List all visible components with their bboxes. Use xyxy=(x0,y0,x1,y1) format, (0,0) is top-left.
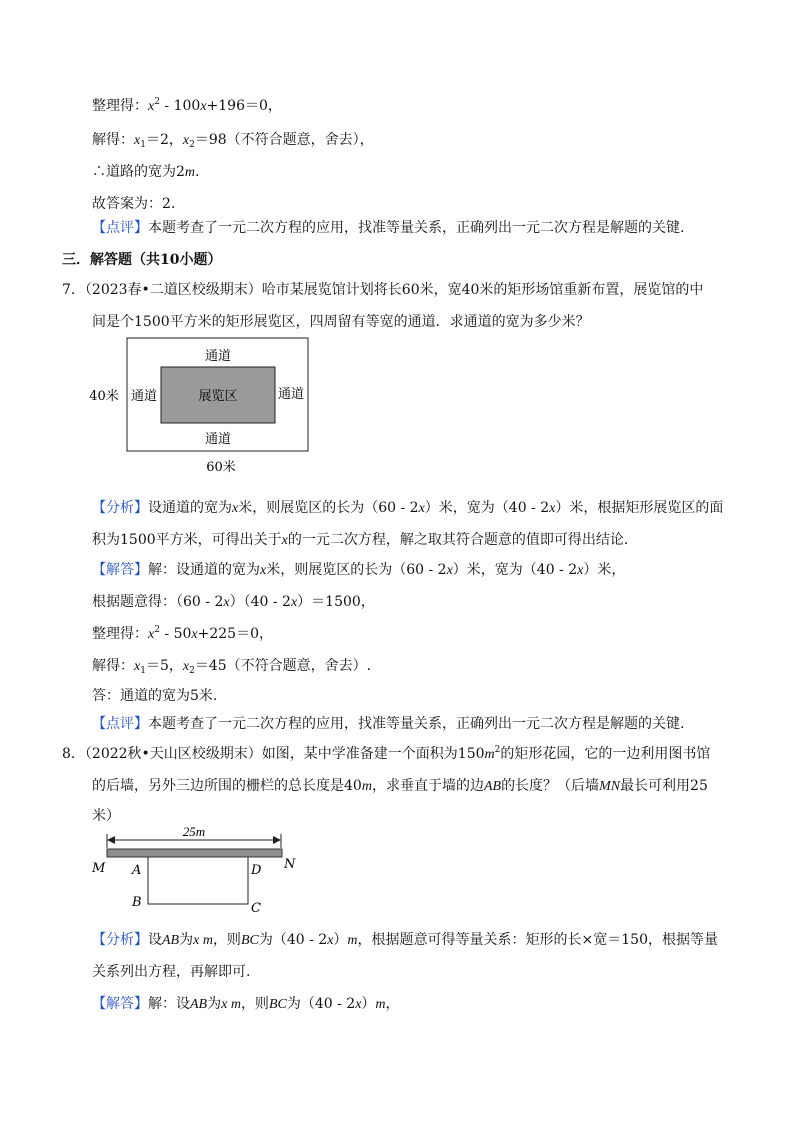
q7-figure xyxy=(80,330,320,480)
q7-analysis-line1: 【分析】设通道的宽为x米，则展览区的长为（60 - 2x）米，宽为（40 - 2x）米，根据矩形展览区的面 xyxy=(92,500,724,516)
library-wall xyxy=(107,849,282,857)
solution-tag: 【解答】 xyxy=(92,562,148,578)
label-A: A xyxy=(132,863,142,878)
analysis-tag: 【分析】 xyxy=(92,932,148,948)
label-exhibition: 展览区 xyxy=(198,389,238,404)
garden-fence xyxy=(148,857,248,904)
label-left-aisle: 通道 xyxy=(130,389,158,404)
q7-text-line2: 间是个1500平方米的矩形展览区，四周留有等宽的通道．求通道的宽为多少米？ xyxy=(92,314,590,330)
label-C: C xyxy=(251,901,261,916)
label-right-aisle: 通道 xyxy=(277,387,305,402)
q7-solution-line2: 根据题意得：（60 - 2x）（40 - 2x）＝1500， xyxy=(92,594,375,610)
q8-text-line1: 8．（2022秋•天山区校级期末）如图，某中学准备建一个面积为$150m^2$的矩形花园，它的一边利用图书馆 xyxy=(62,745,711,762)
q7-comment: 【点评】本题考查了一元二次方程的应用，找准等量关系，正确列出一元二次方程是解题的关键. xyxy=(92,716,685,732)
q7-text-line1: 7．（2023春•二道区校级期末）哈市某展览馆计划将长60米，宽40米的矩形场馆重新布置，展览馆的中 xyxy=(62,282,704,298)
label-width: 40米 xyxy=(89,389,119,404)
analysis-tag: 【分析】 xyxy=(92,500,148,516)
section-heading: 三．解答题（共10小题） xyxy=(62,252,222,268)
comment-line: 【点评】本题考查了一元二次方程的应用，找准等量关系，正确列出一元二次方程是解题的关键. xyxy=(92,220,685,236)
label-M: M xyxy=(92,861,106,876)
label-length: 60米 xyxy=(206,460,236,475)
q8-analysis-line2: 关系列出方程，再解即可. xyxy=(92,964,251,980)
q7-analysis-line2: 积为1500平方米，可得出关于x的一元二次方程，解之取其符合题意的值即可得出结论. xyxy=(92,532,629,548)
equation-line: 整理得：$x^2 - 100x+196=0$， xyxy=(92,97,282,114)
label-D: D xyxy=(251,863,262,878)
answer-line: 故答案为：2. xyxy=(92,196,176,212)
q8-figure xyxy=(80,826,310,918)
q8-solution-line1: 【解答】解：设AB为x m，则BC为（40 - 2x）m， xyxy=(92,996,400,1012)
comment-tag: 【点评】 xyxy=(92,716,148,732)
q7-answer: 答：通道的宽为5米. xyxy=(92,688,218,704)
solution-line: 解得：$x_1=2$，$x_2=98$（不符合题意，舍去）， xyxy=(92,132,374,150)
label-B: B xyxy=(132,895,142,910)
q7-solution-line4: 解得：$x_1=5$，$x_2=45$（不符合题意，舍去）. xyxy=(92,658,372,676)
label-bottom-aisle: 通道 xyxy=(204,432,232,447)
comment-tag: 【点评】 xyxy=(92,220,148,236)
q8-text-line3: 米） xyxy=(92,808,120,824)
q8-analysis-line1: 【分析】设AB为x m，则BC为（40 - 2x）m，根据题意可得等量关系：矩形的长×宽＝150，根据等量 xyxy=(92,932,718,948)
label-top-aisle: 通道 xyxy=(204,349,232,364)
label-N: N xyxy=(284,857,296,872)
q7-solution-line3: 整理得：$x^2 - 50x+225=0$， xyxy=(92,625,273,642)
conclusion-line: ∴道路的宽为2m. xyxy=(92,164,200,180)
label-wall-length: 25m xyxy=(182,826,206,839)
q8-text-line2: 的后墙，另外三边所围的栅栏的总长度是40m，求垂直于墙的边AB的长度？（后墙MN最长可利用25 xyxy=(92,778,708,794)
solution-tag: 【解答】 xyxy=(92,996,148,1012)
q7-solution-line1: 【解答】解：设通道的宽为x米，则展览区的长为（60 - 2x）米，宽为（40 - 2x）米， xyxy=(92,562,626,578)
